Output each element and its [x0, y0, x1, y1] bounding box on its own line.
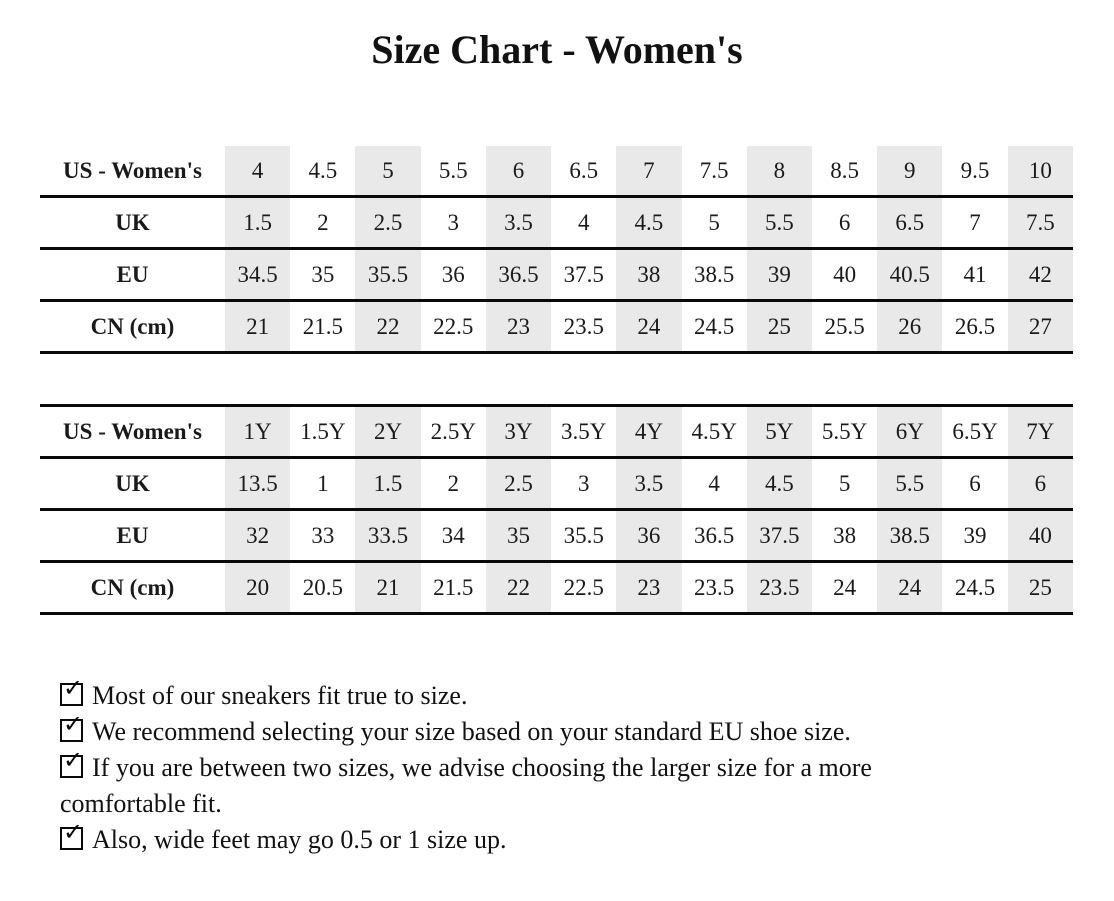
size-table-youth — [40, 404, 1073, 615]
size-cell: 38 — [812, 510, 877, 562]
row-label: EU — [40, 249, 225, 301]
size-cell: 25.5 — [812, 301, 877, 353]
note-line — [60, 710, 1060, 750]
size-cell: 6.5 — [877, 197, 942, 249]
size-cell: 4 — [225, 146, 290, 197]
size-cell: 24 — [812, 562, 877, 614]
size-cell: 24.5 — [682, 301, 747, 353]
row-label: UK — [40, 197, 225, 249]
size-cell: 22.5 — [421, 301, 486, 353]
size-cell: 21.5 — [290, 301, 355, 353]
size-cell: 34.5 — [225, 249, 290, 301]
table-row — [40, 458, 1073, 510]
table-row — [40, 562, 1073, 614]
size-cell: 9.5 — [942, 146, 1007, 197]
size-cell: 4.5 — [290, 146, 355, 197]
size-cell: 20.5 — [290, 562, 355, 614]
size-cell: 2 — [290, 197, 355, 249]
note-text: Also, wide feet may go 0.5 or 1 size up. — [92, 825, 507, 854]
size-cell: 7.5 — [1008, 197, 1073, 249]
size-cell: 2Y — [355, 406, 420, 458]
row-label: CN (cm) — [40, 301, 225, 353]
size-cell: 2.5 — [355, 197, 420, 249]
size-cell: 5.5 — [877, 458, 942, 510]
size-cell: 21 — [355, 562, 420, 614]
size-cell: 22.5 — [551, 562, 616, 614]
size-cell: 4.5 — [616, 197, 681, 249]
size-cell: 25 — [747, 301, 812, 353]
size-cell: 1 — [290, 458, 355, 510]
size-cell: 33 — [290, 510, 355, 562]
checkbox-checked-icon — [60, 710, 84, 742]
size-cell: 38 — [616, 249, 681, 301]
size-cell: 3 — [551, 458, 616, 510]
size-cell: 7Y — [1008, 406, 1073, 458]
size-cell: 3 — [421, 197, 486, 249]
size-cell: 25 — [1008, 562, 1073, 614]
size-cell: 4.5Y — [682, 406, 747, 458]
check-mark-glyph: ✓ — [63, 818, 84, 846]
size-cell: 7 — [942, 197, 1007, 249]
size-cell: 23.5 — [747, 562, 812, 614]
size-cell: 8 — [747, 146, 812, 197]
size-cell: 7 — [616, 146, 681, 197]
note-text: Most of our sneakers fit true to size. — [92, 681, 468, 710]
check-mark-glyph: ✓ — [63, 746, 84, 774]
size-cell: 6 — [1008, 458, 1073, 510]
size-cell: 41 — [942, 249, 1007, 301]
size-cell: 1Y — [225, 406, 290, 458]
row-label: CN (cm) — [40, 562, 225, 614]
size-cell: 33.5 — [355, 510, 420, 562]
size-cell: 23.5 — [551, 301, 616, 353]
size-cell: 4.5 — [747, 458, 812, 510]
size-cell: 7.5 — [682, 146, 747, 197]
size-cell: 24 — [877, 562, 942, 614]
size-cell: 37.5 — [747, 510, 812, 562]
size-cell: 5 — [682, 197, 747, 249]
size-cell: 3.5Y — [551, 406, 616, 458]
size-cell: 6Y — [877, 406, 942, 458]
note-line — [60, 674, 1060, 714]
note-text: If you are between two sizes, we advise choosing the larger size for a more — [92, 753, 872, 782]
row-label: UK — [40, 458, 225, 510]
table-row — [40, 249, 1073, 301]
size-cell: 4Y — [616, 406, 681, 458]
size-cell: 24.5 — [942, 562, 1007, 614]
size-cell: 6 — [486, 146, 551, 197]
checkbox-checked-icon — [60, 746, 84, 778]
size-cell: 9 — [877, 146, 942, 197]
size-cell: 1.5Y — [290, 406, 355, 458]
size-cell: 8.5 — [812, 146, 877, 197]
size-cell: 5.5Y — [812, 406, 877, 458]
size-cell: 32 — [225, 510, 290, 562]
size-cell: 22 — [355, 301, 420, 353]
checkbox-checked-icon — [60, 818, 84, 850]
size-cell: 35.5 — [355, 249, 420, 301]
size-cell: 35 — [290, 249, 355, 301]
checkbox-checked-icon — [60, 674, 84, 706]
size-cell: 35 — [486, 510, 551, 562]
size-cell: 10 — [1008, 146, 1073, 197]
note-text: comfortable fit. — [60, 789, 222, 818]
size-cell: 24 — [616, 301, 681, 353]
size-cell: 5 — [355, 146, 420, 197]
size-cell: 1.5 — [225, 197, 290, 249]
size-cell: 27 — [1008, 301, 1073, 353]
size-cell: 2 — [421, 458, 486, 510]
check-mark-glyph: ✓ — [63, 674, 84, 702]
row-label: US - Women's — [40, 146, 225, 197]
size-cell: 4 — [682, 458, 747, 510]
size-cell: 26 — [877, 301, 942, 353]
size-cell: 34 — [421, 510, 486, 562]
size-cell: 26.5 — [942, 301, 1007, 353]
size-cell: 21.5 — [421, 562, 486, 614]
size-cell: 36 — [616, 510, 681, 562]
size-cell: 5.5 — [747, 197, 812, 249]
size-cell: 39 — [747, 249, 812, 301]
size-cell: 5 — [812, 458, 877, 510]
size-cell: 35.5 — [551, 510, 616, 562]
size-cell: 36.5 — [682, 510, 747, 562]
size-cell: 36.5 — [486, 249, 551, 301]
size-cell: 38.5 — [682, 249, 747, 301]
size-cell: 6.5Y — [942, 406, 1007, 458]
size-cell: 2.5 — [486, 458, 551, 510]
size-cell: 2.5Y — [421, 406, 486, 458]
table-row — [40, 197, 1073, 249]
size-table-adult — [40, 146, 1073, 354]
size-cell: 3Y — [486, 406, 551, 458]
size-cell: 4 — [551, 197, 616, 249]
size-cell: 38.5 — [877, 510, 942, 562]
size-cell: 40 — [812, 249, 877, 301]
table-row — [40, 146, 1073, 197]
size-cell: 3.5 — [486, 197, 551, 249]
size-cell: 40.5 — [877, 249, 942, 301]
page-title: Size Chart - Women's — [371, 27, 743, 72]
size-cell: 6 — [812, 197, 877, 249]
size-cell: 5.5 — [421, 146, 486, 197]
check-mark-glyph: ✓ — [63, 710, 84, 738]
size-cell: 6.5 — [551, 146, 616, 197]
note-line — [60, 786, 1060, 822]
table-row — [40, 406, 1073, 458]
size-cell: 20 — [225, 562, 290, 614]
size-cell: 1.5 — [355, 458, 420, 510]
note-text: We recommend selecting your size based on your standard EU shoe size. — [92, 717, 851, 746]
size-cell: 23 — [486, 301, 551, 353]
size-cell: 23.5 — [682, 562, 747, 614]
table-row — [40, 301, 1073, 353]
size-cell: 5Y — [747, 406, 812, 458]
size-cell: 21 — [225, 301, 290, 353]
row-label: EU — [40, 510, 225, 562]
size-cell: 3.5 — [616, 458, 681, 510]
size-cell: 13.5 — [225, 458, 290, 510]
note-line — [60, 818, 1060, 858]
size-cell: 22 — [486, 562, 551, 614]
note-line — [60, 746, 1060, 786]
size-cell: 40 — [1008, 510, 1073, 562]
table-row — [40, 510, 1073, 562]
size-cell: 37.5 — [551, 249, 616, 301]
size-cell: 23 — [616, 562, 681, 614]
size-cell: 36 — [421, 249, 486, 301]
size-cell: 42 — [1008, 249, 1073, 301]
row-label: US - Women's — [40, 406, 225, 458]
size-cell: 39 — [942, 510, 1007, 562]
size-cell: 6 — [942, 458, 1007, 510]
fit-notes — [60, 674, 1060, 858]
